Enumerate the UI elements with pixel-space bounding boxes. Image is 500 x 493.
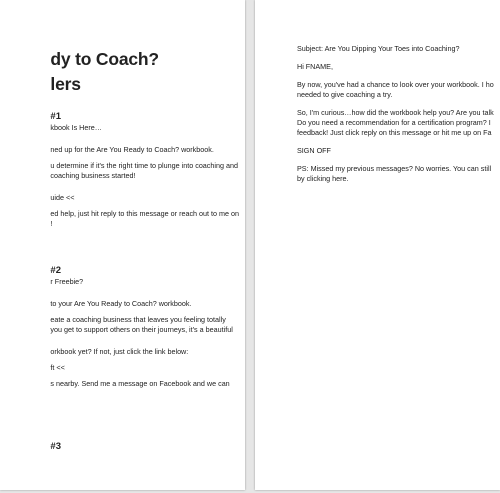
email-1-paragraph-1: ned up for the Are You Ready to Coach? workbook.	[50, 145, 214, 154]
email-1-help-line-2: !	[50, 219, 53, 228]
email-2-subject: r Freebie?	[50, 277, 84, 286]
email-2-paragraph-4: s nearby. Send me a message on Facebook and we can	[50, 379, 230, 388]
document-page-right	[255, 0, 500, 490]
email-2-paragraph-2-line-2: you get to support others on their journeys, it's a beautiful	[50, 325, 233, 334]
page-right-visible-area	[297, 0, 500, 490]
email-paragraph-2-line-3: feedback! Just click reply on this message or hit me up on Fa	[297, 128, 492, 137]
page-left-visible-area	[0, 0, 239, 490]
email-paragraph-2-line-2: Do you need a recommendation for a certification program? I	[297, 118, 491, 127]
email-paragraph-1-line-1: By now, you've had a chance to look over your workbook. I ho	[297, 80, 494, 89]
email-1-cta-link[interactable]: uide <<	[50, 193, 75, 202]
page-right-content	[297, 0, 494, 184]
email-sign-off: SIGN OFF	[297, 146, 331, 155]
email-2-paragraph-3: orkbook yet? If not, just click the link below:	[50, 347, 189, 356]
email-ps-line-2[interactable]: by clicking here.	[297, 174, 349, 183]
document-page-left	[0, 0, 245, 490]
email-1-subject: kbook Is Here…	[50, 123, 102, 132]
email-3-heading: #3	[50, 441, 61, 452]
email-1-paragraph-2-line-2: coaching business started!	[50, 171, 136, 180]
email-paragraph-2-line-1: So, I'm curious…how did the workbook help you? Are you talk	[297, 108, 494, 117]
email-1-heading: #1	[50, 111, 61, 122]
email-ps-line-1: PS: Missed my previous messages? No worries. You can still	[297, 164, 492, 173]
email-2-cta-link[interactable]: ft <<	[50, 363, 65, 372]
email-paragraph-1-line-2: needed to give coaching a try.	[297, 90, 393, 99]
email-2-paragraph-2-line-1: eate a coaching business that leaves you feeling totally	[50, 315, 226, 324]
email-subject-line: Subject: Are You Dipping Your Toes into Coaching?	[297, 44, 460, 53]
email-greeting: Hi FNAME,	[297, 62, 333, 71]
email-2-heading: #2	[50, 265, 61, 276]
email-1-help-line-1: ed help, just hit reply to this message or reach out to me on	[50, 209, 239, 218]
document-title-line-1: dy to Coach?	[50, 49, 159, 69]
email-2-paragraph-1: to your Are You Ready to Coach? workbook.	[50, 299, 192, 308]
email-1-paragraph-2-line-1: u determine if it's the right time to plunge into coaching and	[50, 161, 238, 170]
document-title-line-2: lers	[50, 74, 81, 94]
page-left-content	[50, 0, 239, 453]
